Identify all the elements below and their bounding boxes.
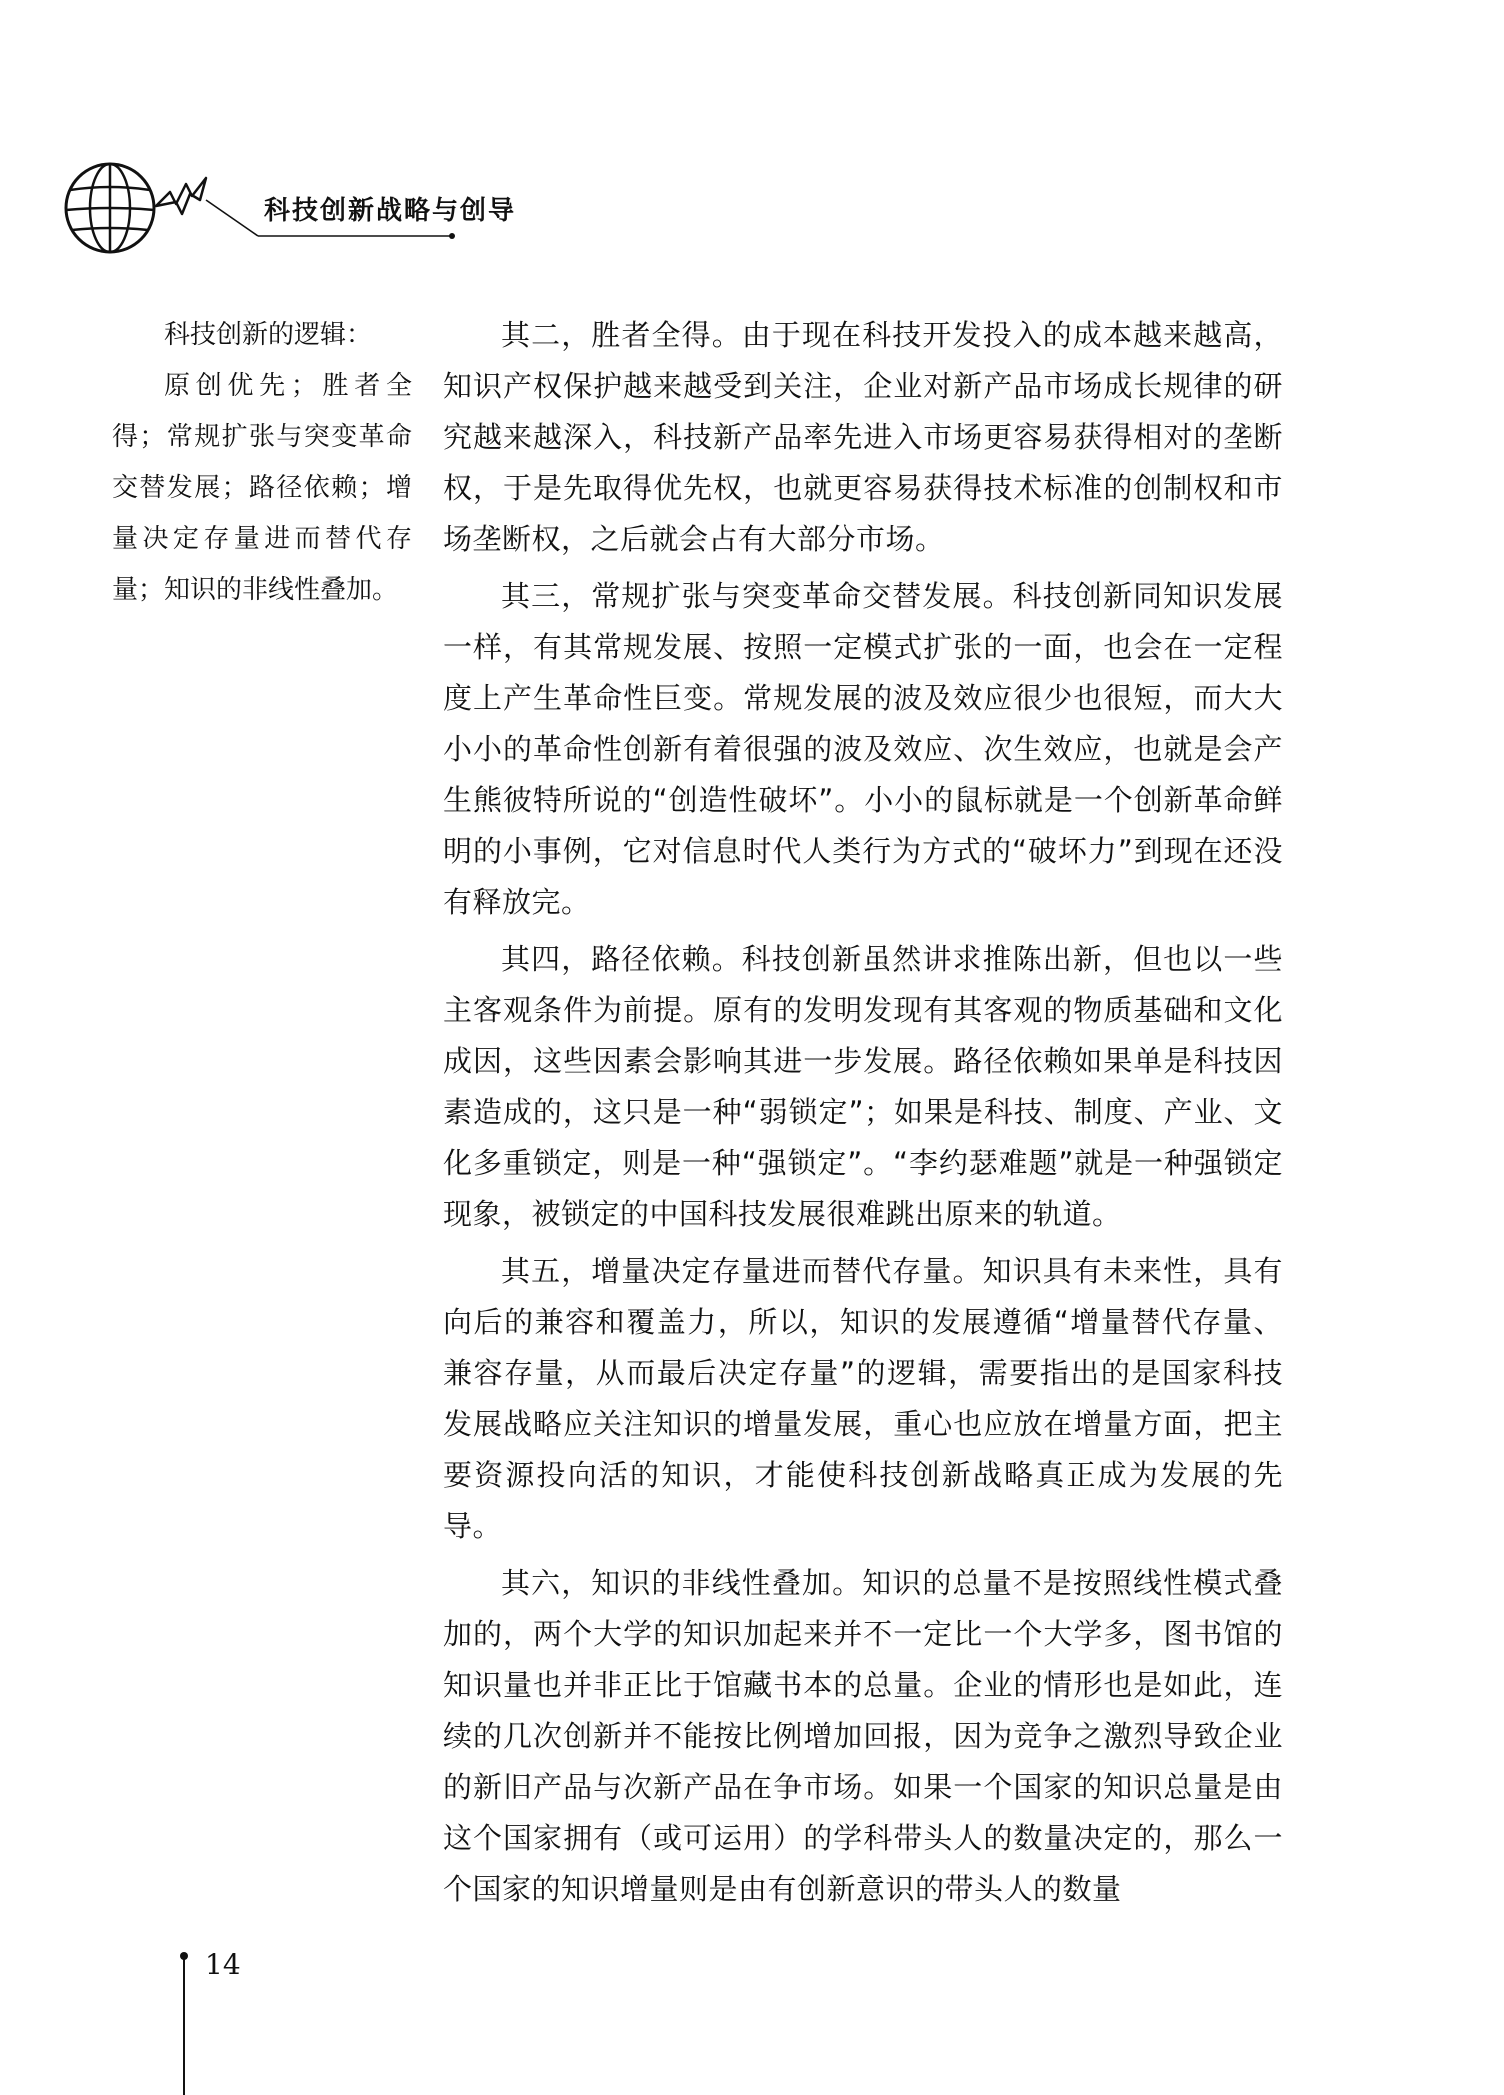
- paragraph: 其三，常规扩张与突变革命交替发展。科技创新同知识发展一样，有其常规发展、按照一定模式扩张的一面，也会在一定程度上产生革命性巨变。常规发展的波及效应很少也很短，而大大小小的革命性创新有着很强的波及效应、次生效应，也就是会产生熊彼特所说的“创造性破坏”。小小的鼠标就是一个创新革命鲜明的小事例，它对信息时代人类行为方式的“破坏力”到现在还没有释放完。: [443, 579, 1283, 919]
- running-header: [60, 160, 517, 260]
- footer-rule: [183, 1958, 185, 2095]
- running-header-title: 科技创新战略与创导: [264, 196, 517, 226]
- paragraph: 其五，增量决定存量进而替代存量。知识具有未来性，具有向后的兼容和覆盖力，所以，知识的发展遵循“增量替代存量、兼容存量，从而最后决定存量”的逻辑，需要指出的是国家科技发展战略应关注知识的增量发展，重心也应放在增量方面，把主要资源投向活的知识，才能使科技创新战略真正成为发展的先导。: [443, 1254, 1283, 1543]
- paragraph: 其二，胜者全得。由于现在科技开发投入的成本越来越高，知识产权保护越来越受到关注，企业对新产品市场成长规律的研究越来越深入，科技新产品率先进入市场更容易获得相对的垄断权，于是先取得优先权，也就更容易获得技术标准的创制权和市场垄断权，之后就会占有大部分市场。: [443, 318, 1283, 556]
- margin-note-title: 科技创新的逻辑：: [164, 320, 373, 350]
- paragraph: 其六，知识的非线性叠加。知识的总量不是按照线性模式叠加的，两个大学的知识加起来并不一定比一个大学多，图书馆的知识量也并非正比于馆藏书本的总量。企业的情形也是如此，连续的几次创新并不能按比例增加回报，因为竞争之激烈导致企业的新旧产品与次新产品在争市场。如果一个国家的知识总量是由这个国家拥有（或可运用）的学科带头人的数量决定的，那么一个国家的知识增量则是由有创新意识的带头人的数量: [443, 1566, 1283, 1906]
- body-text: [443, 310, 1283, 1921]
- margin-note: [112, 310, 412, 616]
- margin-note-body: 原创优先；胜者全得；常规扩张与突变革命交替发展；路径依赖；增量决定存量进而替代存量；知识的非线性叠加。: [112, 371, 412, 605]
- page-number: 14: [205, 1948, 241, 1981]
- paragraph: 其四，路径依赖。科技创新虽然讲求推陈出新，但也以一些主客观条件为前提。原有的发明发现有其客观的物质基础和文化成因，这些因素会影响其进一步发展。路径依赖如果单是科技因素造成的，这只是一种“弱锁定”；如果是科技、制度、产业、文化多重锁定，则是一种“强锁定”。“李约瑟难题”就是一种强锁定现象，被锁定的中国科技发展很难跳出原来的轨道。: [443, 942, 1283, 1231]
